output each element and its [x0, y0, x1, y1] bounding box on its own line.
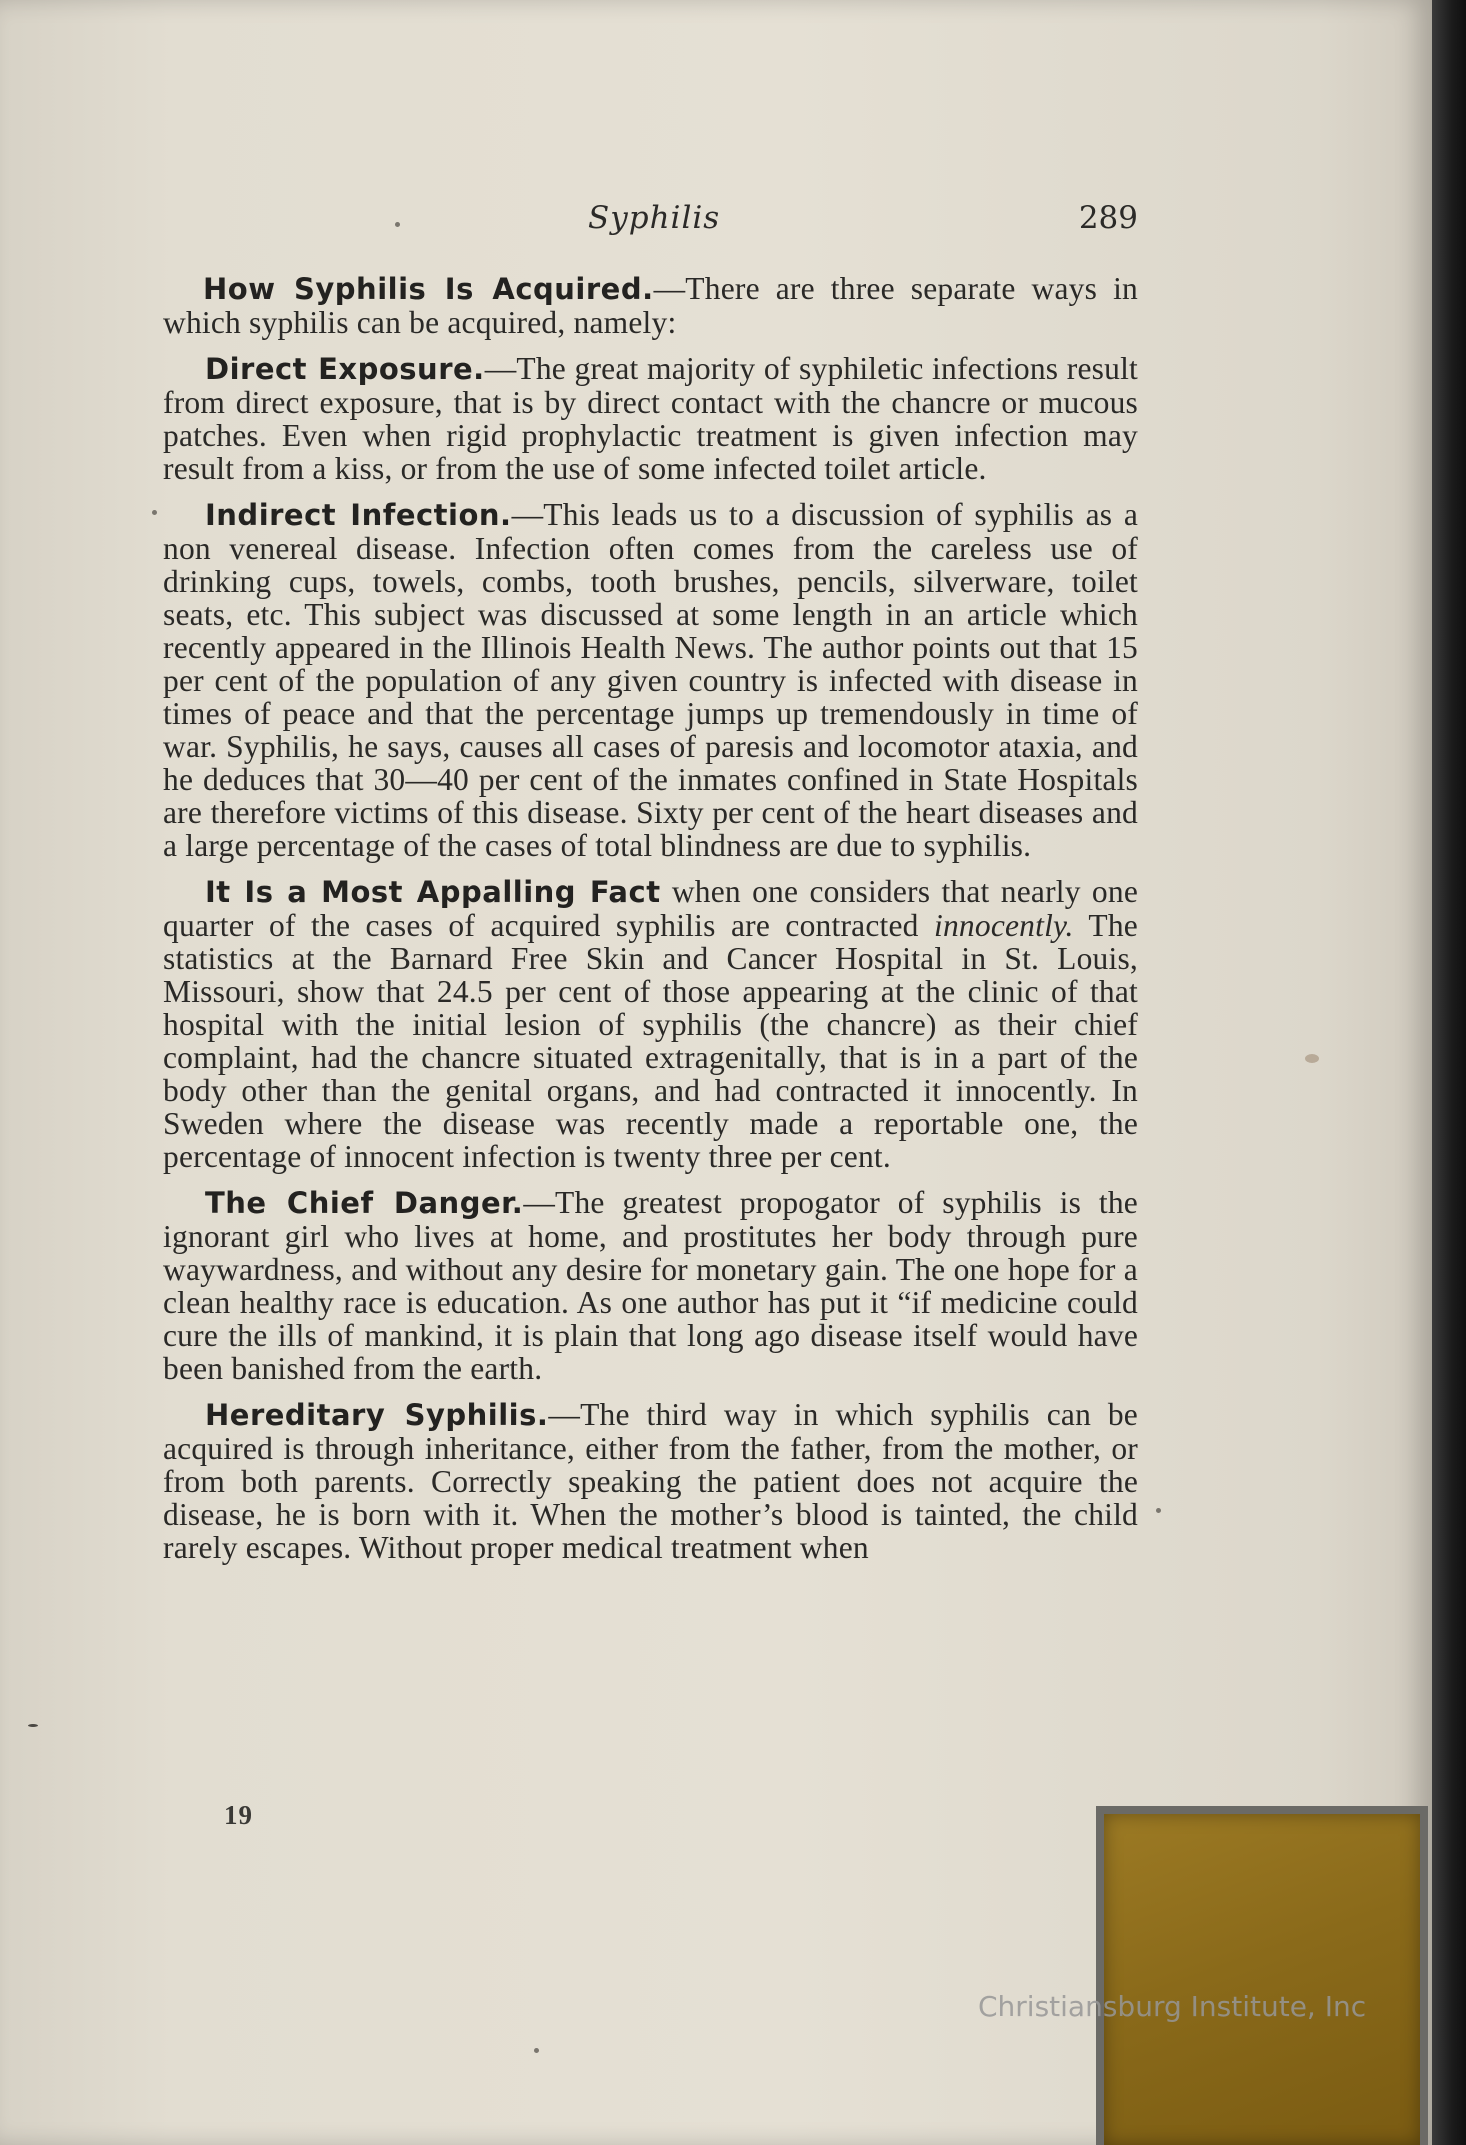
paragraph-how-acquired [163, 272, 1138, 339]
paragraph-text: —The greatest propogator of syphilis is the ignorant girl who lives at home, and prostitutes her body through pure waywardness, and without any desire for monetary gain. The one hope for a clean healthy race is education. As one author has put it “if medicine could cure the ills of mankind, it is plain that long ago disease itself would have been banished from the earth. [163, 1185, 1138, 1386]
page-header [163, 200, 1138, 246]
paper-speck [152, 510, 157, 515]
paragraph-lead: Indirect Infection. [205, 498, 512, 532]
paragraph-appalling-fact [163, 875, 1138, 1173]
paragraph-text: —The third way in which syphilis can be acquired is through inheritance, either from the father, from the mother, or from both parents. Correctly speaking the patient does not acquire the disease, he is born with it. When the mother’s blood is tainted, the child rarely escapes. Without proper medical treatment when [163, 1397, 1138, 1565]
page-edge-shadow [1432, 0, 1466, 2145]
paragraph-lead: It Is a Most Appalling Fact [205, 875, 661, 909]
paragraph-emphasis: innocently. [934, 908, 1074, 943]
paragraph-text: when one considers that nearly one quarter of the cases of acquired syphilis are contracted [163, 874, 1138, 943]
brass-plate [1104, 1814, 1420, 2145]
paragraph-lead: Direct Exposure. [205, 352, 485, 386]
paragraph-lead: The Chief Danger. [205, 1186, 524, 1220]
body-text [163, 272, 1138, 1577]
paragraph-chief-danger [163, 1186, 1138, 1385]
paragraph-lead: How Syphilis Is Acquired. [203, 272, 654, 306]
paper-speck [534, 2048, 539, 2053]
signature-mark: 19 [224, 1800, 253, 1830]
paragraph-lead: Hereditary Syphilis. [205, 1398, 549, 1432]
paper-speck [28, 1724, 38, 1727]
paragraph-direct-exposure [163, 352, 1138, 485]
paragraph-text: —The great majority of syphiletic infections result from direct exposure, that is by direct contact with the chancre or mucous patches. Even when rigid prophylactic treatment is given infection may result from a kiss, or from the use of some infected toilet article. [163, 351, 1138, 486]
paragraph-text: The statistics at the Barnard Free Skin and Cancer Hospital in St. Louis, Missouri, show that 24.5 per cent of those appearing at the clinic of that hospital with the initial lesion of syphilis (the chancre) as their chief complaint, had the chancre situated extragenitally, that is in a part of the body other than the genital organs, and had contracted it innocently. In Sweden where the disease was recently made a reportable one, the percentage of innocent infection is twenty three per cent. [163, 908, 1138, 1174]
page-number: 289 [1078, 200, 1138, 236]
paper-speck [1156, 1508, 1161, 1513]
running-title: Syphilis [588, 200, 721, 236]
watermark: Christiansburg Institute, Inc [978, 1990, 1367, 2023]
paper-speck [1305, 1054, 1319, 1063]
paragraph-hereditary [163, 1398, 1138, 1564]
paragraph-indirect-infection [163, 498, 1138, 862]
paragraph-text: —There are three separate ways in which syphilis can be acquired, namely: [163, 271, 1138, 340]
paragraph-text: —This leads us to a discussion of syphilis as a non venereal disease. Infection often comes from the careless use of drinking cups, towels, combs, tooth brushes, pencils, silverware, toilet seats, etc. This subject was discussed at some length in an article which recently appeared in the Illinois Health News. The author points out that 15 per cent of the population of any given country is infected with disease in times of peace and that the percentage jumps up tremendously in time of war. Syphilis, he says, causes all cases of paresis and locomotor ataxia, and he deduces that 30—40 per cent of the inmates confined in State Hospitals are therefore victims of this disease. Sixty per cent of the heart diseases and a large percentage of the cases of total blindness are due to syphilis. [163, 497, 1138, 863]
